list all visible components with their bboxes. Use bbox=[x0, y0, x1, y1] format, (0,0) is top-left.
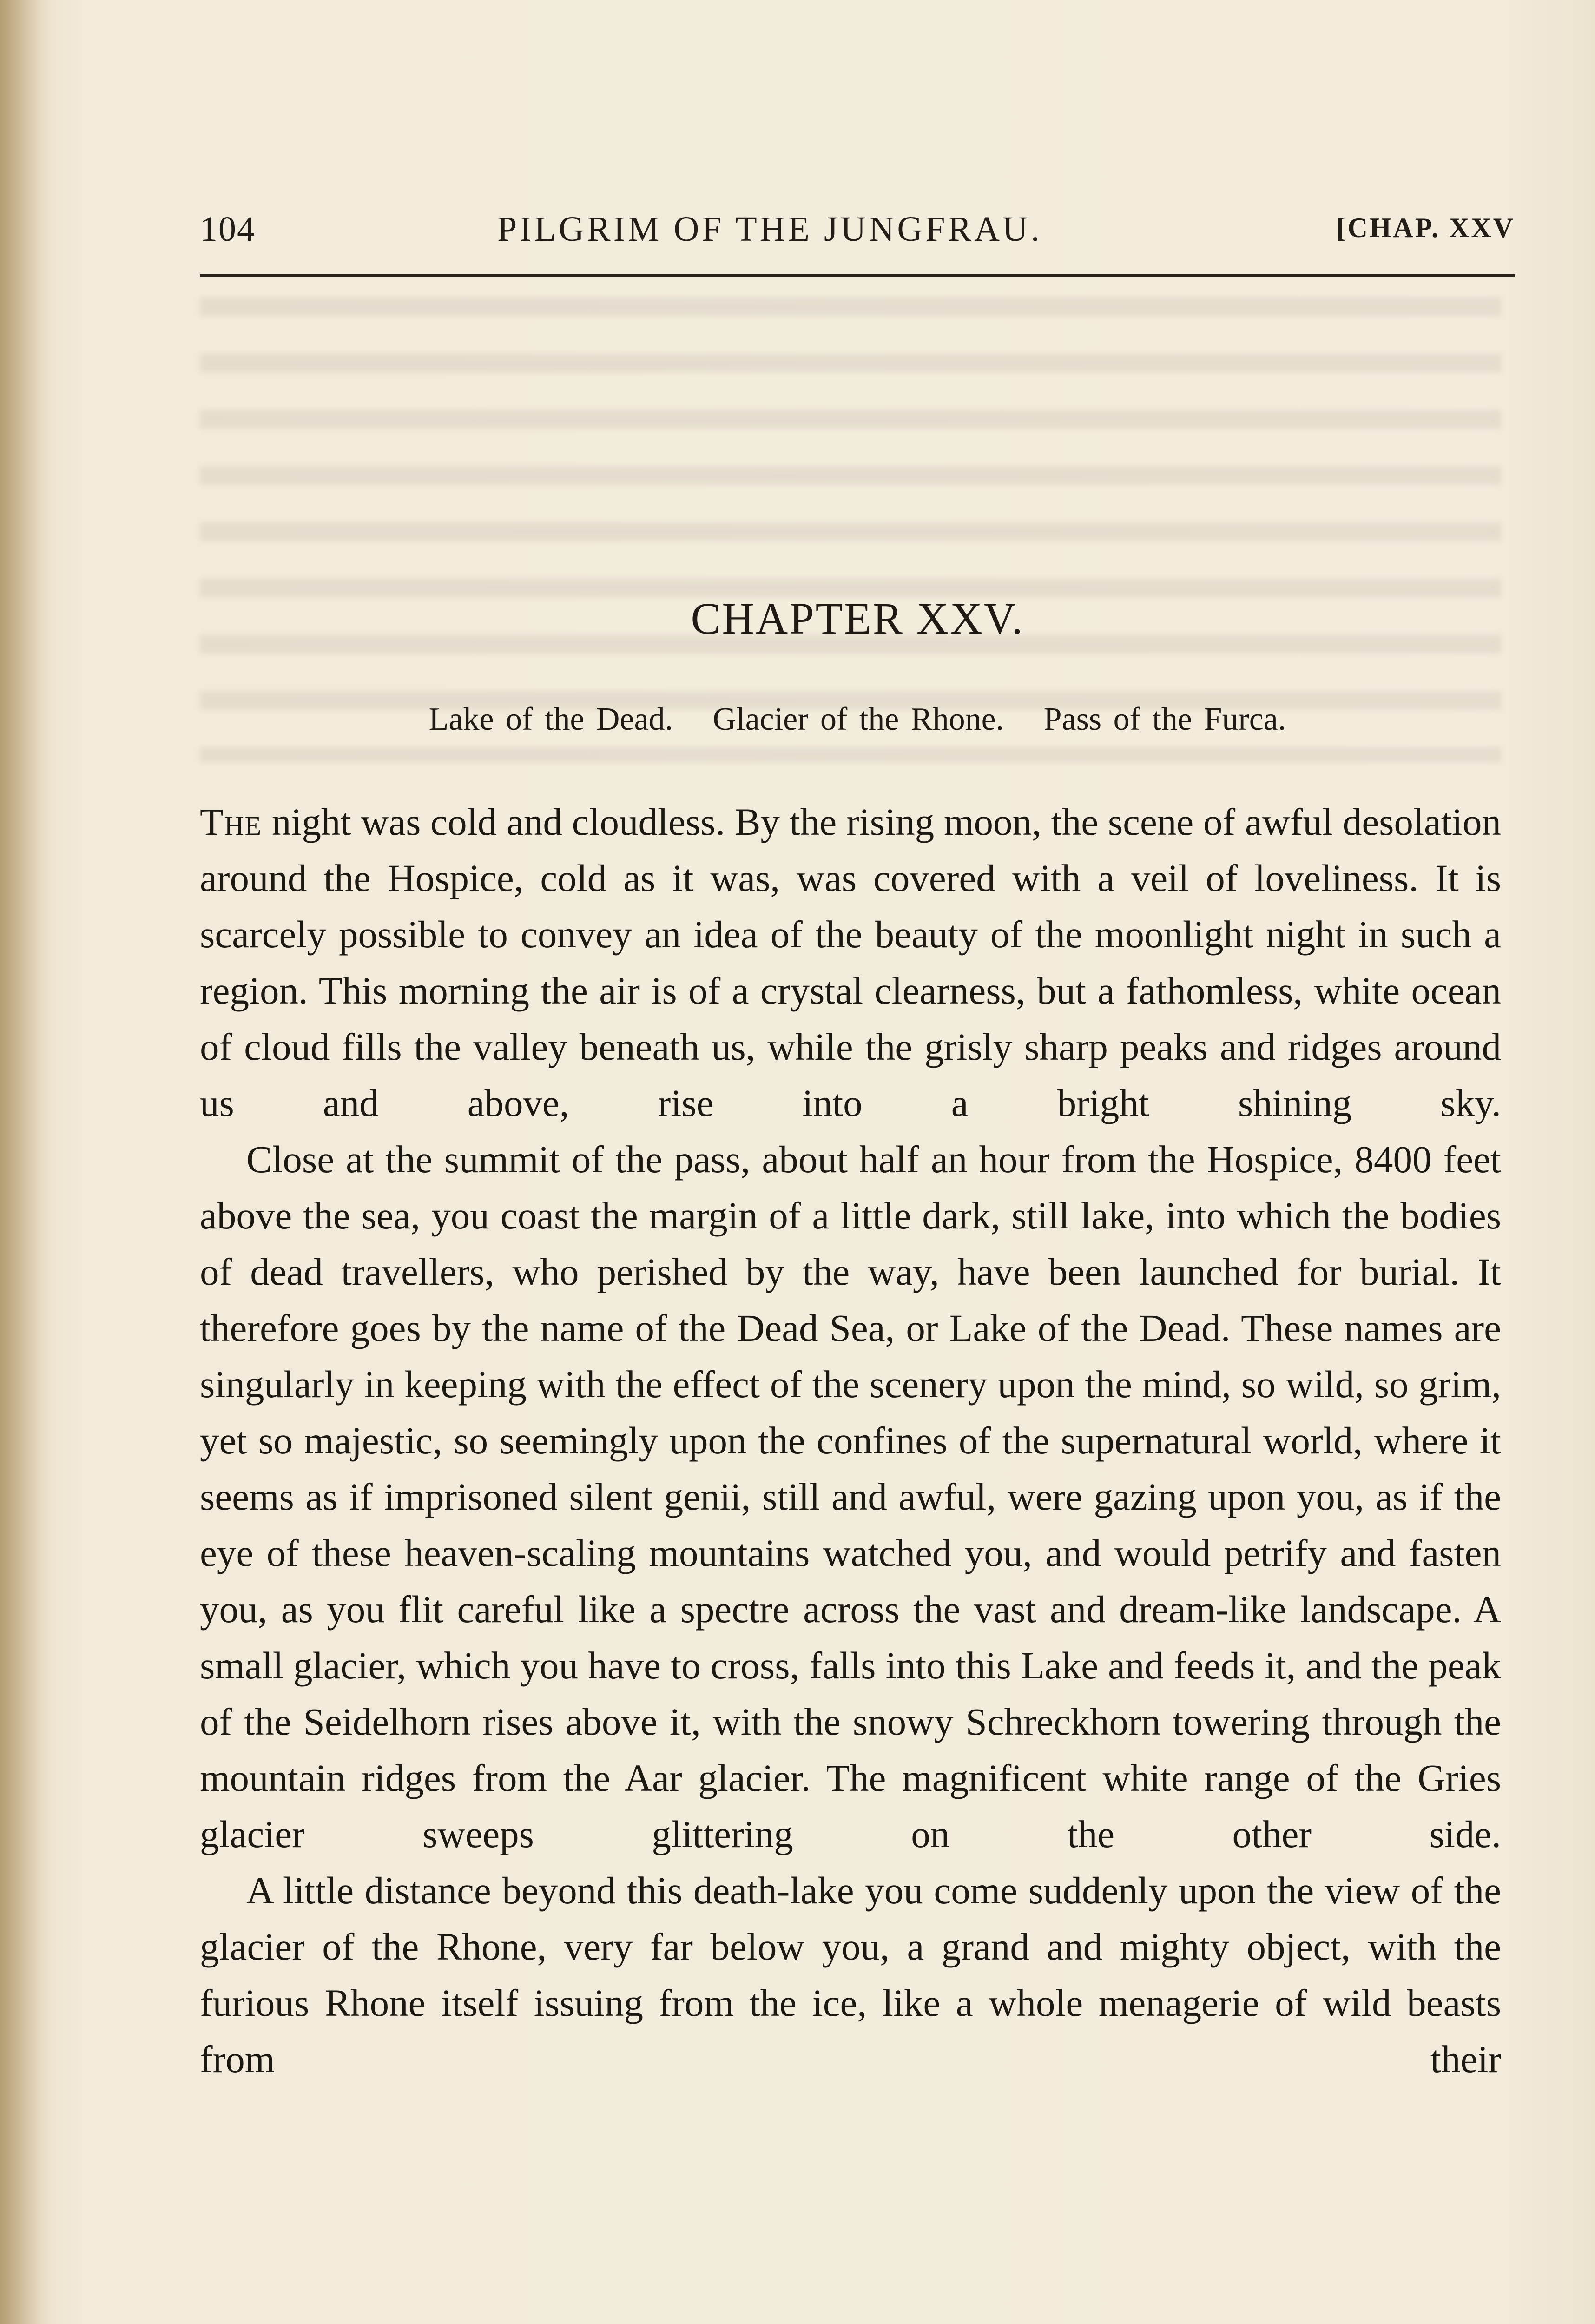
chapter-subtitle bbox=[200, 701, 1515, 738]
paragraph bbox=[200, 794, 1501, 1131]
running-header bbox=[200, 209, 1515, 260]
body-text bbox=[200, 794, 1501, 2087]
chapter-title: CHAPTER XXV. bbox=[691, 594, 1024, 643]
paragraph: Close at the summit of the pass, about half an hour from the Hospice, 8400 feet above the sea, you coast the margin of a little dark, still lake, into which the bodies of dead travellers, who perished by the way, have been launched for burial. It therefore goes by the name of the Dead Sea, or Lake of the Dead. These names are singularly in keeping with the effect of the scenery upon the mind, so wild, so grim, yet so majestic, so seemingly upon the confines of the supernatural world, where it seems as if imprisoned silent genii, still and awful, were gazing upon you, as if the eye of these heaven-scaling mountains watched you, and would petrify and fasten you, as you flit careful like a spectre across the vast and dream-like landscape. A small glacier, which you have to cross, falls into this Lake and feeds it, and the peak of the Seidelhorn rises above it, with the snowy Schreckhorn towering through the mountain ridges from the Aar glacier. The magnificent white range of the Gries glacier sweeps glittering on the other side. bbox=[200, 1138, 1501, 1855]
initial-word: The bbox=[200, 800, 263, 843]
chapter-reference: [CHAP. XXV bbox=[1336, 212, 1515, 243]
subtitle-part: Pass of the Furca. bbox=[1043, 701, 1286, 737]
subtitle-part: Lake of the Dead. bbox=[428, 701, 673, 737]
header-rule bbox=[200, 274, 1515, 277]
running-head-title: PILGRIM OF THE JUNGFRAU. bbox=[497, 210, 1042, 249]
subtitle-part: Glacier of the Rhone. bbox=[712, 701, 1004, 737]
gutter-shadow bbox=[0, 0, 51, 2324]
paragraph: A little distance beyond this death-lake you come suddenly upon the view of the glacier of the Rhone, very far below you, a grand and mighty object, with the furious Rhone itself issuing from the ice, like a whole menagerie of wild beasts from their bbox=[200, 1869, 1501, 2080]
paragraph-text: night was cold and cloudless. By the rising moon, the scene of awful desolation around the Hospice, cold as it was, was covered with a veil of loveliness. It is scarcely possible to convey an idea of the beauty of the moonlight night in such a region. This morning the air is of a crystal clearness, but a fathomless, white ocean of cloud fills the valley beneath us, while the grisly sharp peaks and ridges around us and above, rise into a bright shining sky. bbox=[200, 800, 1501, 1124]
bleed-through-texture bbox=[200, 297, 1501, 762]
page-number: 104 bbox=[200, 210, 256, 249]
